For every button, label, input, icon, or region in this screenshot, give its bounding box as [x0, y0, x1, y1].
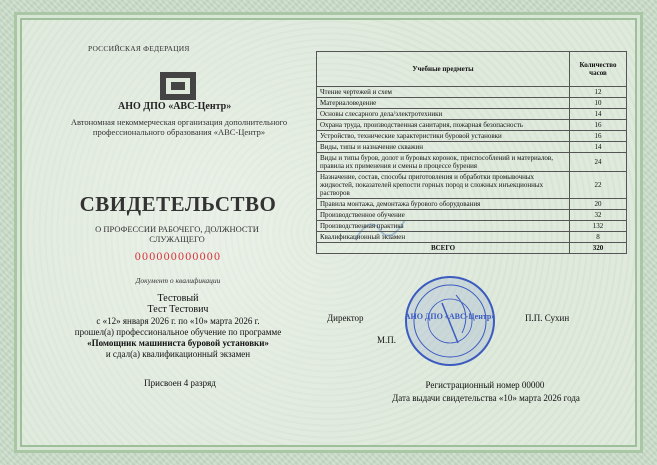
training-period: с «12» января 2026 г. по «10» марта 2026 г. — [96, 316, 260, 326]
hours-cell: 20 — [570, 199, 627, 210]
col-hours-header: Количество часов — [570, 52, 627, 87]
holder-surname: Тестовый — [157, 293, 199, 304]
table-row — [317, 87, 627, 98]
subject-cell: Виды, типы и назначение скважин — [317, 142, 570, 153]
table-header-row — [317, 52, 627, 87]
table-row — [317, 172, 627, 199]
document-type: Документ о квалификации — [135, 276, 221, 285]
table-row — [317, 98, 627, 109]
certificate-title: СВИДЕТЕЛЬСТВО — [79, 192, 277, 216]
subject-cell: Охрана труда, производственная санитария, пожарная безопасность — [317, 120, 570, 131]
subject-cell: Правила монтажа, демонтажа бурового оборудования — [317, 199, 570, 210]
hours-cell: 32 — [570, 210, 627, 221]
total-hours: 320 — [570, 243, 627, 254]
hours-cell: 12 — [570, 87, 627, 98]
exam-text: и сдал(а) квалификационный экзамен — [105, 349, 251, 359]
program-name: «Помощник машиниста буровой установки» — [87, 338, 269, 348]
table-row — [317, 153, 627, 172]
director-label: Директор — [327, 313, 364, 323]
table-row — [317, 120, 627, 131]
org-description: Автономная некоммерческая организация дополнительного профессионального образования «АВС-Центр» — [70, 117, 288, 137]
subject-cell: Производственное обучение — [317, 210, 570, 221]
total-label: ВСЕГО — [317, 243, 570, 254]
hours-cell: 22 — [570, 172, 627, 199]
hours-cell: 16 — [570, 131, 627, 142]
table-row — [317, 210, 627, 221]
table-row — [317, 199, 627, 210]
seal-text: АНО ДПО «АВС-Центр» — [404, 312, 496, 321]
org-short-name: АНО ДПО «АВС-Центр» — [118, 101, 232, 112]
hours-cell: 132 — [570, 221, 627, 232]
hours-cell: 24 — [570, 153, 627, 172]
org-logo-icon — [160, 72, 196, 100]
country-label: РОССИЙСКАЯ ФЕДЕРАЦИЯ — [88, 44, 190, 53]
registration-number: Регистрационный номер 00000 — [425, 380, 545, 390]
total-row — [317, 243, 627, 254]
subject-cell: Устройство, технические характеристики буровой установки — [317, 131, 570, 142]
hours-cell: 8 — [570, 232, 627, 243]
subject-cell: Виды и типы буров, долот и буровых коронок, приспособлений и материалов, правила их применения и смены в процессе бурения — [317, 153, 570, 172]
table-row — [317, 109, 627, 120]
subject-cell: Основы слесарного дела/электротехники — [317, 109, 570, 120]
col-subject-header: Учебные предметы — [317, 52, 570, 87]
stamp-label: М.П. — [377, 335, 397, 345]
certificate-number: 000000000000 — [134, 249, 222, 263]
issue-date: Дата выдачи свидетельства «10» марта 2026 года — [392, 393, 580, 403]
grade-text: Присвоен 4 разряд — [144, 378, 216, 388]
table-row — [317, 142, 627, 153]
subject-cell: Материаловедение — [317, 98, 570, 109]
holder-name: Тест Тестович — [147, 304, 209, 315]
table-row — [317, 131, 627, 142]
certificate-subtitle: О ПРОФЕССИИ РАБОЧЕГО, ДОЛЖНОСТИ СЛУЖАЩЕГО — [95, 224, 259, 244]
subject-cell: Назначение, состав, способы приготовления и обработки промывочных жидкостей, показателей крепости горных пород и сложных инъекционных растворов — [317, 172, 570, 199]
hours-cell: 14 — [570, 109, 627, 120]
subject-cell: Производственная практика — [317, 221, 570, 232]
hours-cell: 14 — [570, 142, 627, 153]
table-row — [317, 221, 627, 232]
hours-cell: 10 — [570, 98, 627, 109]
subject-cell: Квалификационный экзамен — [317, 232, 570, 243]
subjects-table — [316, 51, 627, 254]
subject-cell: Чтение чертежей и схем — [317, 87, 570, 98]
director-name: П.П. Сухин — [525, 313, 570, 323]
seal-stamp — [402, 273, 498, 369]
hours-cell: 16 — [570, 120, 627, 131]
completed-text: прошел(а) профессиональное обучение по программе — [74, 327, 282, 337]
table-row — [317, 232, 627, 243]
